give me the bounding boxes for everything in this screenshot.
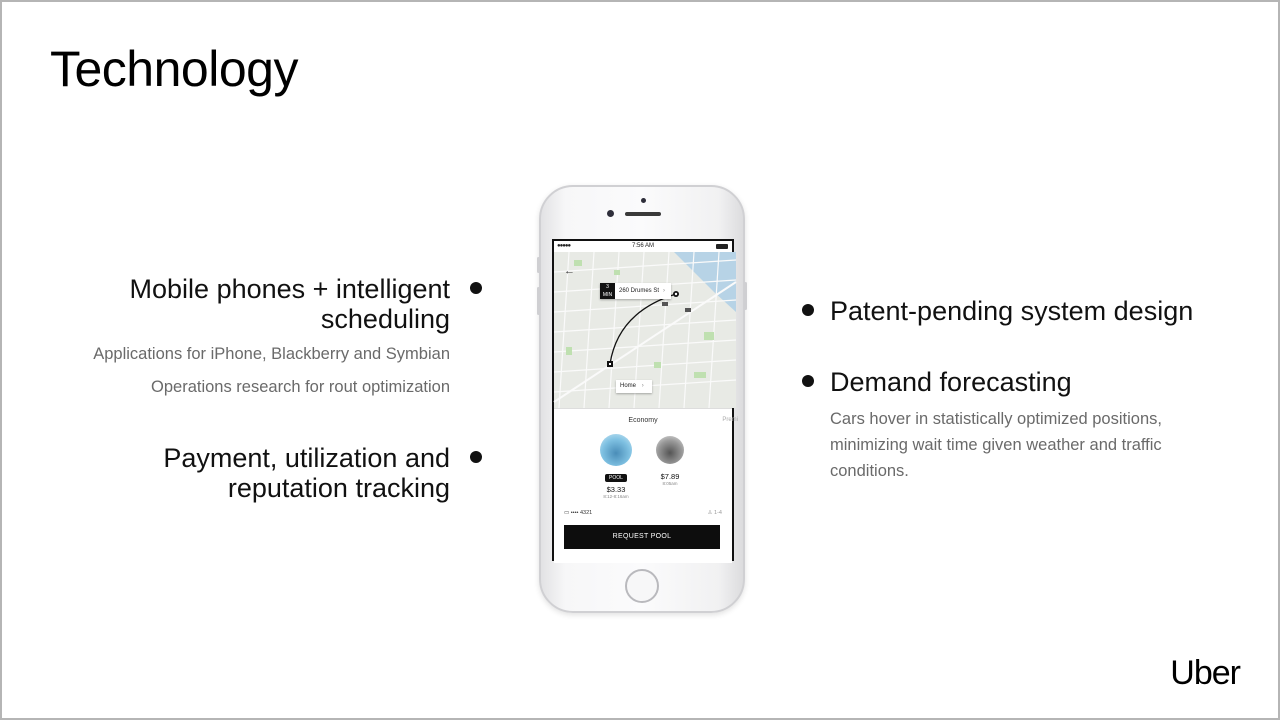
payment-card-number: •••• 4321 xyxy=(570,510,593,516)
phone-camera-icon xyxy=(607,210,614,217)
phone-home-button xyxy=(625,569,659,603)
ride-options-panel xyxy=(554,408,738,563)
payment-method[interactable] xyxy=(564,510,592,516)
pool-badge: POOL xyxy=(605,474,627,482)
slide-title: Technology xyxy=(50,41,298,97)
ride-option-x[interactable] xyxy=(650,434,690,486)
left-item-payment-line1: Payment, utilization and xyxy=(163,443,450,473)
left-sub-applications: Applications for iPhone, Blackberry and Symbian xyxy=(93,345,450,363)
phone-side-button xyxy=(537,257,540,273)
chevron-right-icon: › xyxy=(663,288,666,294)
chevron-right-icon: › xyxy=(641,383,644,389)
signal-icon: ●●●●● xyxy=(557,243,571,249)
bullet-icon xyxy=(470,282,482,294)
phone-mockup xyxy=(539,185,745,613)
destination-chip[interactable] xyxy=(600,283,671,299)
pickup-label: Home xyxy=(620,383,637,389)
x-time: 8:05am xyxy=(662,481,678,486)
phone-speaker xyxy=(625,212,661,216)
pool-price: $3.33 xyxy=(606,485,626,494)
status-bar xyxy=(554,241,732,252)
phone-side-button xyxy=(537,287,540,315)
eta-value: 3 xyxy=(606,284,609,290)
left-item-mobile-line1: Mobile phones + intelligent xyxy=(129,274,450,304)
right-item-patent: Patent-pending system design xyxy=(830,296,1194,326)
pickup-chip[interactable] xyxy=(616,380,652,393)
battery-icon xyxy=(716,244,728,249)
seat-count[interactable] xyxy=(708,510,722,516)
car-pool-icon xyxy=(600,434,632,466)
phone-screen xyxy=(552,239,738,561)
eta-badge xyxy=(600,283,615,299)
car-x-icon xyxy=(656,436,684,464)
ride-option-pool[interactable] xyxy=(596,434,636,499)
phone-sensor-dot xyxy=(641,198,646,203)
right-item-demand: Demand forecasting xyxy=(830,367,1072,397)
bullet-icon xyxy=(802,304,814,316)
bullet-icon xyxy=(470,451,482,463)
status-time: 7:56 AM xyxy=(631,243,654,249)
phone-side-button xyxy=(744,282,747,310)
request-pool-button[interactable]: REQUEST POOL xyxy=(564,525,720,549)
uber-logo: Uber xyxy=(1170,654,1240,692)
category-next[interactable]: Premi xyxy=(722,417,738,423)
right-sub-demand-description: Cars hover in statistically optimized positions, minimizing wait time given weather and traffic conditions. xyxy=(830,410,1162,480)
pool-time: 8:12-8:16am xyxy=(603,494,629,499)
left-item-mobile-scheduling xyxy=(30,274,450,334)
person-icon: ♙ xyxy=(707,510,715,516)
left-item-payment-tracking xyxy=(30,443,450,503)
destination-label: 260 Drumes St xyxy=(619,288,660,294)
left-item-mobile-line2: scheduling xyxy=(320,304,450,334)
credit-card-icon: ▭ xyxy=(564,510,571,516)
eta-unit: MIN xyxy=(602,292,613,298)
left-sub-operations: Operations research for rout optimization xyxy=(151,378,450,396)
back-arrow-icon[interactable]: ← xyxy=(564,265,575,277)
x-price: $7.89 xyxy=(660,472,680,481)
seat-count-value: 1-4 xyxy=(714,510,722,516)
bullet-icon xyxy=(802,375,814,387)
left-item-payment-line2: reputation tracking xyxy=(227,473,450,503)
map-view[interactable] xyxy=(554,252,732,408)
category-economy[interactable]: Economy xyxy=(628,417,658,424)
